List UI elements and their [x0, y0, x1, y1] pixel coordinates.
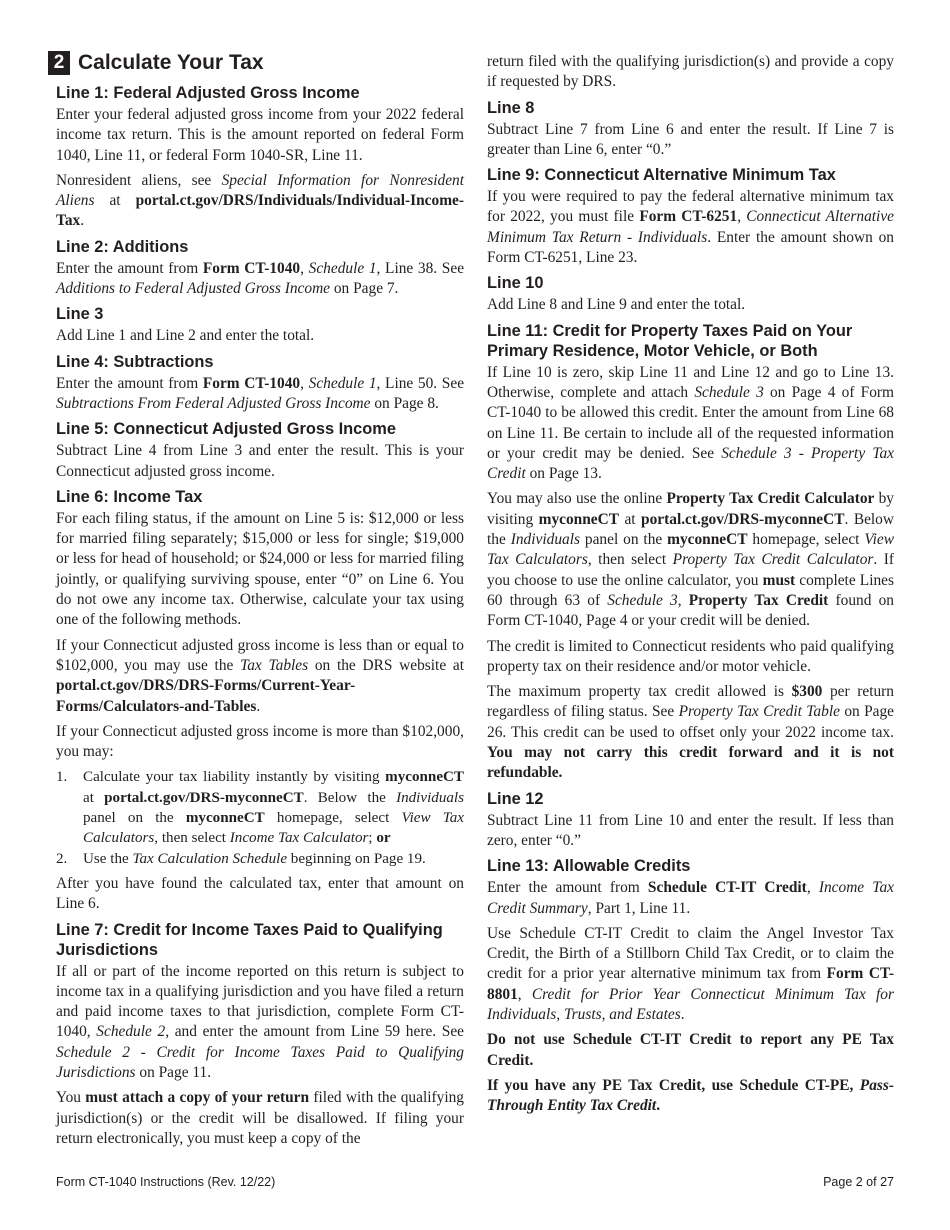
line13-text: Enter the amount from Schedule CT-IT Credit, Income Tax Credit Summary, Part 1, Line 11.	[487, 879, 894, 917]
line10-heading: Line 10	[487, 274, 544, 293]
line2-heading: Line 2: Additions	[56, 237, 189, 256]
line6-more-text: If your Connecticut adjusted gross income is more than $102,000, you may:	[56, 722, 464, 761]
list-item: 1. Calculate your tax liability instantly by visiting myconneCT at portal.ct.gov/DRS-myconneCT. Below the Individuals panel on the myconneCT homepage, select View Tax Calculators, then select Income Tax Calculator; or	[56, 769, 465, 847]
line11-text: If Line 10 is zero, skip Line 11 and Line 12 and go to Line 13. Otherwise, complete and attach Schedule 3 on Page 4 of Form CT-1040 to be allowed this credit. Enter the amount from Line 68 on Line 11. Be certain to include all of the requested information or your credit may be denied. See Schedule 3 - Property Tax Credit on Page 13.	[487, 363, 894, 483]
income-tax-link[interactable]: portal.ct.gov/DRS/Individuals/Individual-Income-Tax	[56, 192, 464, 230]
line6-text: For each filing status, if the amount on Line 5 is: $12,000 or less for married filing separately; $15,000 or less for single; $19,000 or less for head of household; or $24,000 or less for married filing jointly, or qualifying surviving spouse, enter “0” on Line 6. You do not owe any income tax. Otherwise, calculate your tax using one of the following methods.	[56, 509, 464, 629]
line5-text: Subtract Line 4 from Line 3 and enter the result. This is your Connecticut adjusted gross income.	[56, 442, 464, 480]
line4-heading: Line 4: Subtractions	[56, 352, 214, 371]
line13-pe-text: If you have any PE Tax Credit, use Schedule CT-PE, Pass-Through Entity Tax Credit.	[487, 1076, 894, 1115]
line3-heading: Line 3	[56, 305, 104, 324]
line1-nonresident-text: Nonresident aliens, see Special Information for Nonresident Aliens at portal.ct.gov/DRS/Individuals/Individual-Income-Tax.	[56, 171, 464, 230]
line1-heading: Line 1: Federal Adjusted Gross Income	[56, 84, 360, 102]
list-item: 2. Use the Tax Calculation Schedule beginning on Page 19.	[56, 850, 426, 867]
right-column	[487, 52, 894, 1121]
line11-heading: Line 11: Credit for Property Taxes Paid on Your Primary Residence, Motor Vehicle, or Both	[487, 321, 853, 360]
line5-heading: Line 5: Connecticut Adjusted Gross Income	[56, 420, 397, 439]
line11-calculator-text: You may also use the online Property Tax Credit Calculator by visiting myconneCT at portal.ct.gov/DRS-myconneCT. Below the Individuals panel on the myconneCT homepage, select View Tax Calculators, then select Property Tax Credit Calculator. If you choose to use the online calculator, you must complete Lines 60 through 63 of Schedule 3, Property Tax Credit found on Form CT-1040, Page 4 or your credit will be denied.	[487, 490, 895, 630]
line6-heading: Line 6: Income Tax	[56, 487, 203, 506]
line13-warning-text: Do not use Schedule CT-IT Credit to report any PE Tax Credit.	[487, 1031, 894, 1069]
line13-heading: Line 13: Allowable Credits	[487, 857, 691, 876]
line2-text: Enter the amount from Form CT-1040, Schedule 1, Line 38. See Additions to Federal Adjusted Gross Income on Page 7.	[56, 259, 465, 298]
line9-heading: Line 9: Connecticut Alternative Minimum Tax	[487, 166, 836, 185]
line8-heading: Line 8	[487, 98, 535, 117]
myconnect-link[interactable]: portal.ct.gov/DRS-myconneCT	[641, 510, 845, 528]
line7-attach-text: You must attach a copy of your return filed with the qualifying jurisdiction(s) or the credit will be disallowed. If filing your return electronically, you must keep a copy of the	[56, 1089, 465, 1147]
line10-text: Add Line 8 and Line 9 and enter the total.	[487, 296, 746, 314]
line6-methods-list	[56, 767, 464, 868]
line9-text: If you were required to pay the federal alternative minimum tax for 2022, you must file Form CT-6251, Connecticut Alternative Minimum Tax Return - Individuals. Enter the amount shown on Form CT-6251, Line 23.	[487, 188, 894, 267]
left-column	[53, 48, 465, 1154]
line11-residents-text: The credit is limited to Connecticut residents who paid qualifying property tax on their residence and/or motor vehicle.	[487, 637, 894, 675]
myconnect-link[interactable]: portal.ct.gov/DRS-myconneCT	[104, 789, 304, 806]
section-header	[48, 48, 464, 78]
section-number: 2	[48, 51, 70, 75]
line6-after-text: After you have found the calculated tax, enter that amount on Line 6.	[56, 874, 464, 913]
line7-text: If all or part of the income reported on this return is subject to income tax in a qualifying jurisdiction and you have filed a return and paid income taxes to that jurisdiction, complete Form CT-1040, Schedule 2, and enter the amount from Line 59 here. See Schedule 2 - Credit for Income Taxes Paid to Qualifying Jurisdictions on Page 11.	[56, 962, 465, 1081]
line13-usage-text: Use Schedule CT-IT Credit to claim the Angel Investor Tax Credit, the Birth of a Stillborn Child Tax Credit, or to claim the credit for a prior year alternative minimum tax from Form CT-8801, Credit for Prior Year Connecticut Minimum Tax for Individuals, Trusts, and Estates.	[487, 924, 894, 1023]
line6-tax-tables-text: If your Connecticut adjusted gross income is less than or equal to $102,000, you may use the Tax Tables on the DRS website at portal.ct.gov/DRS/DRS-Forms/Current-Year-Forms/Calculators-and-Tables.	[56, 636, 464, 715]
line7-continued-text: return filed with the qualifying jurisdiction(s) and provide a copy if requested by DRS.	[487, 53, 894, 91]
line7-heading: Line 7: Credit for Income Taxes Paid to Qualifying Jurisdictions	[56, 920, 443, 959]
footer-form-name: Form CT-1040 Instructions (Rev. 12/22)	[56, 1175, 276, 1189]
footer-page-number: Page 2 of 27	[823, 1175, 894, 1189]
tax-tables-link[interactable]: portal.ct.gov/DRS/DRS-Forms/Current-Year-Forms/Calculators-and-Tables	[56, 677, 356, 715]
line11-maximum-text: The maximum property tax credit allowed is $300 per return regardless of filing status. See Property Tax Credit Table on Page 26. This credit can be used to offset only your 2022 income tax. You may not carry this credit forward and it is not refundable.	[487, 683, 894, 782]
line1-text: Enter your federal adjusted gross income from your 2022 federal income tax return. This is the amount reported on federal Form 1040, Line 11, or federal Form 1040-SR, Line 11.	[56, 106, 464, 164]
section-title: Calculate Your Tax	[78, 51, 264, 74]
line12-text: Subtract Line 11 from Line 10 and enter the result. If less than zero, enter “0.”	[487, 811, 894, 849]
line12-heading: Line 12	[487, 789, 544, 808]
line3-text: Add Line 1 and Line 2 and enter the total.	[56, 327, 315, 345]
line8-text: Subtract Line 7 from Line 6 and enter the result. If Line 7 is greater than Line 6, enter “0.”	[487, 120, 894, 158]
line4-text: Enter the amount from Form CT-1040, Schedule 1, Line 50. See Subtractions From Federal Adjusted Gross Income on Page 8.	[56, 374, 465, 412]
